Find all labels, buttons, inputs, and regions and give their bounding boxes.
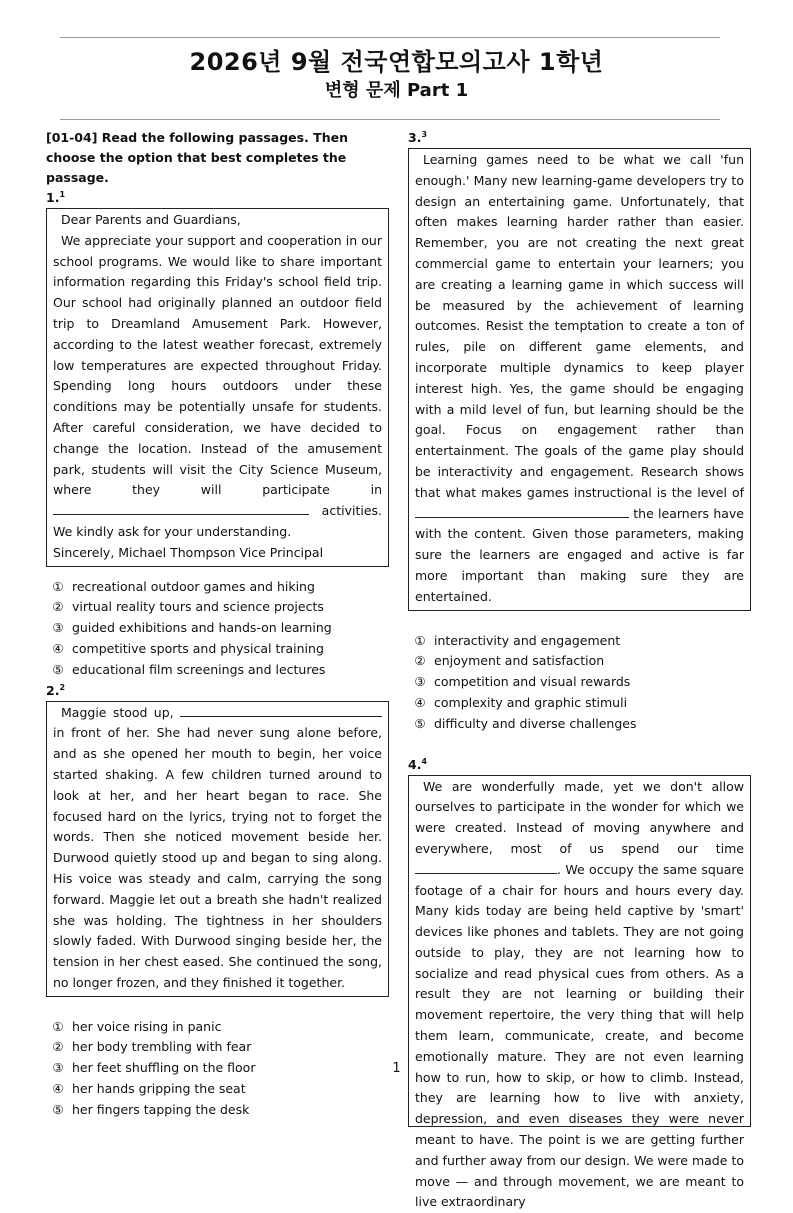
option-marker: ②	[52, 1039, 64, 1055]
q4-answer-blank	[415, 861, 557, 874]
question-1-footnote: 1	[59, 189, 66, 199]
question-2-label: 2.	[46, 682, 60, 698]
q3-body-before: Learning games need to be what we call 'fun enough.' Many new learning-game developers try to design an entertaining game. Unfortunately, that often makes learning harder rather than easier. Remember, you are not creating the next great commercial game to entertain your learners; you are creating a learning game in which success will be measured by the achievement of learning outcomes. Resist the temptation to create a ton of rules, pile on different game elements, and incorporate multiple dynamics to keep player interest high. Yes, the game should be engaging with a mild level of fun, but learning should be the goal. Focus on engagement rather than entertainment. The goals of the game play should be interactivity and engagement. Research shows that what makes games instructional is the level of	[415, 152, 744, 500]
question-3-options	[408, 631, 751, 735]
option-text: educational film screenings and lectures	[72, 661, 326, 677]
option-text: her fingers tapping the desk	[72, 1101, 250, 1117]
option-marker: ④	[52, 640, 64, 656]
q2-body-after: in front of her. She had never sung alone before, and as she opened her mouth to begin, her voice started shaking. A few children turned around to look at her, and her heart began to race. She focused hard on the lyrics, trying not to forget the words. Then she noticed movement beside her. Durwood quietly stood up and began to sing along. His voice was steady and calm, carrying the song forward. Maggie let out a breath she hadn't realized she was holding. The tightness in her shoulders slowly faded. With Durwood singing beside her, the tension in her chest eased. She continued the song, no longer frozen, and they finished it together.	[53, 725, 382, 990]
question-3-footnote: 3	[421, 129, 428, 139]
option-text: her hands gripping the seat	[72, 1081, 246, 1097]
question-1-passage	[46, 208, 389, 567]
option-text: virtual reality tours and science projects	[72, 599, 324, 615]
question-2-footnote: 2	[59, 682, 66, 692]
left-column	[46, 128, 389, 1121]
right-column	[408, 128, 751, 1210]
q1-signoff: Sincerely, Michael Thompson Vice Principal	[53, 544, 324, 560]
page-subtitle: 변형 문제 Part 1	[324, 80, 469, 101]
option-text: guided exhibitions and hands-on learning	[72, 620, 332, 636]
option-marker: ①	[52, 1018, 64, 1034]
q2-body	[53, 703, 382, 994]
question-4-footnote: 4	[421, 756, 428, 766]
header-rule-top	[60, 37, 720, 38]
q1-option[interactable]	[46, 660, 389, 681]
question-4-label: 4.	[408, 756, 422, 772]
option-marker: ④	[52, 1081, 64, 1097]
q1-greeting: Dear Parents and Guardians,	[61, 212, 241, 227]
question-1-number	[46, 188, 389, 208]
q2-option[interactable]	[46, 1079, 389, 1100]
q2-option[interactable]	[46, 1037, 389, 1058]
option-marker: ②	[414, 653, 426, 669]
option-text: her voice rising in panic	[72, 1018, 222, 1034]
q4-body	[415, 777, 744, 1213]
q1-option[interactable]	[46, 597, 389, 618]
q1-answer-blank	[53, 502, 309, 515]
option-text: her feet shuffling on the floor	[72, 1060, 256, 1076]
q1-option[interactable]	[46, 639, 389, 660]
header-rule-bottom	[60, 119, 720, 120]
option-marker: ④	[414, 694, 426, 710]
q3-option[interactable]	[408, 693, 751, 714]
q2-option[interactable]	[46, 1017, 389, 1038]
q1-body-after: activities. We kindly ask for your understanding.	[53, 503, 382, 539]
question-3-number	[408, 128, 751, 148]
question-2-number	[46, 681, 389, 701]
question-4-number	[408, 755, 751, 775]
q3-option[interactable]	[408, 672, 751, 693]
option-marker: ⑤	[52, 1101, 64, 1117]
question-1-label: 1.	[46, 190, 60, 205]
option-text: enjoyment and satisfaction	[434, 653, 605, 669]
q1-option[interactable]	[46, 618, 389, 639]
question-3-label: 3.	[408, 130, 422, 145]
option-marker: ⑤	[52, 661, 64, 677]
q3-option[interactable]	[408, 631, 751, 652]
q4-body-after: . We occupy the same square footage of a chair for hours and hours every day. Many kids today are being held captive by 'smart' devices like phones and tablets. They are not going outside to play, they are not learning how to socialize and read physical cues from others. As a result they are not learning or building their movement repertoire, the very thing that will help them learn, communicate, create, and become emotionally mature. They are not even learning how to run, how to skip, or how to climb. Instead, they are learning how to live with anxiety, depression, and even diseases they were never meant to have. The point is we are getting further and further away from our design. We were made to move — and through movement, we are meant to live extraordinary	[415, 861, 744, 1210]
q2-option[interactable]	[46, 1100, 389, 1121]
q3-option[interactable]	[408, 714, 751, 735]
option-marker: ①	[414, 632, 426, 648]
option-marker: ③	[52, 620, 64, 636]
question-3-passage	[408, 148, 751, 611]
option-text: competitive sports and physical training	[72, 640, 324, 656]
option-marker: ③	[52, 1060, 64, 1076]
q2-answer-blank	[180, 704, 382, 717]
page-number: 1	[392, 1061, 401, 1076]
option-text: interactivity and engagement	[434, 632, 621, 648]
q1-body-before: We appreciate your support and cooperation in our school programs. We would like to share important information regarding this Friday's school field trip. Our school had originally planned an outdoor field trip to Dreamland Amusement Park. However, according to the latest weather forecast, extremely low temperatures are expected throughout Friday. Spending long hours outdoors under these conditions may be potentially unsafe for students. After careful consideration, we have decided to change the location. Instead of the amusement park, students will visit the City Science Museum, where they will participate in	[53, 232, 382, 498]
q3-option[interactable]	[408, 651, 751, 672]
option-text: complexity and graphic stimuli	[434, 694, 628, 710]
q3-body	[415, 150, 744, 608]
option-marker: ①	[52, 578, 64, 594]
option-marker: ②	[52, 599, 64, 615]
q1-body	[53, 231, 382, 543]
q1-option[interactable]	[46, 577, 389, 598]
option-text: competition and visual rewards	[434, 674, 631, 690]
q4-body-before: We are wonderfully made, yet we don't allow ourselves to participate in the wonder for which we were created. Instead of moving anywhere and everywhere, most of us spend our time	[415, 778, 744, 856]
question-1-options	[46, 577, 389, 681]
q2-body-before: Maggie stood up,	[61, 704, 174, 720]
option-marker: ③	[414, 674, 426, 690]
option-text: recreational outdoor games and hiking	[72, 578, 315, 594]
q3-body-after: the learners have with the content. Given those parameters, making sure the learners are engaged and active is far more important than making sure they are entertained.	[415, 505, 744, 604]
option-text: difficulty and diverse challenges	[434, 715, 637, 731]
q3-answer-blank	[415, 505, 629, 518]
instructions: [01-04] Read the following passages. Then choose the option that best completes the passage.	[46, 130, 348, 185]
option-marker: ⑤	[414, 715, 426, 731]
page-title: 2026년 9월 전국연합모의고사 1학년	[189, 48, 604, 76]
question-2-passage	[46, 701, 389, 997]
option-text: her body trembling with fear	[72, 1039, 252, 1055]
